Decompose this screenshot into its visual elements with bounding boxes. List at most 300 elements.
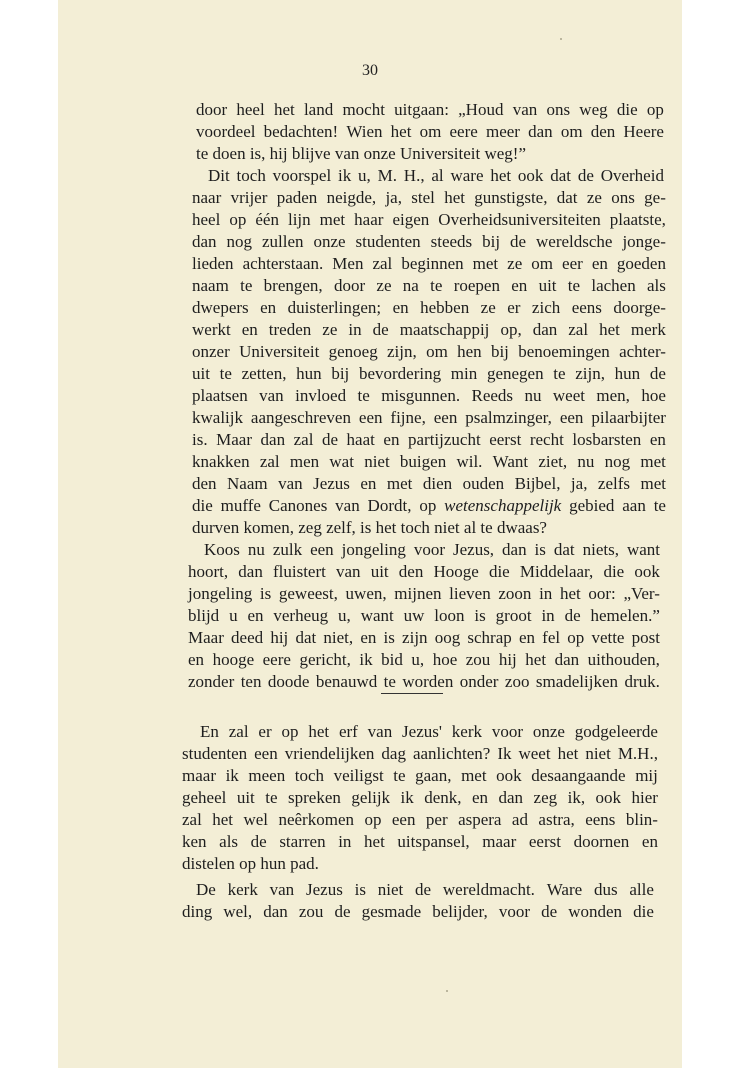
word: benauwd <box>315 672 378 691</box>
word: jonge- <box>622 232 666 251</box>
word: studenten <box>355 232 421 251</box>
word: roepen <box>453 276 500 295</box>
text-line: te doen is, hij blijve van onze Universiteit weg!” <box>196 144 526 163</box>
word: niet <box>585 744 611 763</box>
word: ook <box>595 788 622 807</box>
word: invloed <box>295 386 347 405</box>
word: niets, <box>582 540 619 559</box>
word: weet <box>518 744 551 763</box>
word: muffe <box>220 496 261 515</box>
word: zou <box>298 902 324 921</box>
scan-right-margin <box>682 0 738 1068</box>
word: de <box>415 880 432 899</box>
word: hoort, <box>188 562 229 581</box>
word: ik <box>400 788 414 807</box>
word: hooge <box>212 650 255 669</box>
word: wetenschappelijk <box>444 496 562 515</box>
word: veiligst <box>333 766 384 785</box>
text-line <box>208 166 664 186</box>
word: zal <box>293 430 314 449</box>
text-line <box>192 342 666 362</box>
paper-speck <box>446 990 448 992</box>
word: Naam <box>227 474 268 493</box>
word: de <box>321 430 339 449</box>
word: bij <box>331 364 350 383</box>
word: als <box>219 832 239 851</box>
word: M. <box>377 166 397 185</box>
word: aanlichten? <box>412 744 491 763</box>
word: te <box>653 496 666 515</box>
text-line <box>182 744 658 764</box>
word: voordeel <box>196 122 256 141</box>
word: eerst <box>528 832 561 851</box>
word: toch <box>294 766 325 785</box>
text-line <box>182 810 658 830</box>
word: Men <box>332 254 364 273</box>
word: Canones <box>268 496 328 515</box>
word: zoon <box>498 584 532 603</box>
word: de <box>334 902 351 921</box>
word: en <box>641 832 658 851</box>
word: die <box>633 902 654 921</box>
word: hoe <box>432 650 458 669</box>
word: ze <box>376 276 392 295</box>
word: achter- <box>619 342 666 361</box>
word: ze <box>480 298 496 317</box>
word: denk, <box>424 788 462 807</box>
word: bij <box>482 232 501 251</box>
word: werkt <box>192 320 231 339</box>
word: mocht <box>342 100 385 119</box>
word: naar <box>192 188 222 207</box>
word: aangeschreven <box>250 408 351 427</box>
word: om <box>419 122 442 141</box>
text-line <box>192 232 666 252</box>
word: het <box>273 100 295 119</box>
word: brengen, <box>263 276 323 295</box>
word: hij <box>498 650 517 669</box>
word: zetten, <box>241 364 287 383</box>
word: ge- <box>644 188 666 207</box>
word: wel <box>243 810 269 829</box>
word: de <box>541 902 558 921</box>
word: treden <box>268 320 312 339</box>
word: met <box>386 474 413 493</box>
word: die <box>488 562 510 581</box>
word: en <box>518 628 535 647</box>
scan-left-margin <box>0 0 58 1068</box>
word: één <box>255 210 279 229</box>
word: dan <box>192 232 217 251</box>
word: toch <box>236 166 266 185</box>
text-line <box>192 364 666 384</box>
word: zelfs <box>597 474 631 493</box>
word: niet <box>364 452 390 471</box>
word: maar <box>482 832 517 851</box>
word: Hooge <box>433 562 479 581</box>
word: dan <box>554 650 580 669</box>
word: en <box>260 298 277 317</box>
word: te <box>393 766 406 785</box>
word: blijd <box>188 606 220 625</box>
word: dat <box>550 166 572 185</box>
word: Overheidsuniversiteiten <box>438 210 601 229</box>
word: van <box>367 722 393 741</box>
word: belijder, <box>432 902 488 921</box>
word: dus <box>593 880 618 899</box>
word: aan <box>622 496 646 515</box>
word: is <box>354 880 366 899</box>
text-line <box>192 408 666 428</box>
word: een <box>254 744 278 763</box>
word: in <box>541 606 555 625</box>
word: dan <box>528 122 553 141</box>
word: dan <box>263 902 288 921</box>
word: voor <box>413 540 446 559</box>
word: doorge- <box>613 298 666 317</box>
word: in <box>338 832 352 851</box>
word: verheug <box>273 606 329 625</box>
word: maar <box>182 766 216 785</box>
word: met <box>461 766 487 785</box>
word: u, <box>338 606 351 625</box>
word: ook <box>496 766 522 785</box>
word: eere <box>449 122 478 141</box>
word: schrap <box>467 628 512 647</box>
word: en <box>511 276 528 295</box>
text-line <box>182 902 654 922</box>
word: Maar <box>188 628 224 647</box>
word: De <box>196 880 216 899</box>
word: loon <box>434 606 465 625</box>
word: u, <box>358 166 371 185</box>
word: te <box>265 788 278 807</box>
word: een <box>433 408 458 427</box>
word: ik <box>338 166 352 185</box>
word: is <box>534 540 546 559</box>
word: met <box>472 254 499 273</box>
word: beginnen <box>401 254 464 273</box>
word: dien <box>422 474 453 493</box>
word: lachen <box>591 276 636 295</box>
word: die <box>192 496 213 515</box>
word: kerk <box>451 722 482 741</box>
word: er <box>507 298 521 317</box>
word: M.H., <box>617 744 658 763</box>
word: na <box>402 276 419 295</box>
word: zeg <box>533 788 558 807</box>
word: naam <box>192 276 229 295</box>
word: desaangaande <box>531 766 626 785</box>
word: hier <box>631 788 658 807</box>
word: om <box>560 122 583 141</box>
text-line <box>182 832 658 852</box>
word: hen <box>457 342 482 361</box>
word: recht <box>529 430 564 449</box>
word: van <box>336 562 361 581</box>
word: op <box>646 100 664 119</box>
word: fluistert <box>272 562 326 581</box>
word: zonder <box>188 672 235 691</box>
word: de <box>577 166 594 185</box>
word: smadelijken <box>535 672 619 691</box>
word: ik <box>359 650 373 669</box>
word: uitspansel, <box>397 832 470 851</box>
text-line <box>188 628 660 648</box>
word: bedachten! <box>263 122 339 141</box>
word: alle <box>629 880 654 899</box>
word: benoemingen <box>518 342 610 361</box>
word: starren <box>279 832 326 851</box>
book-page <box>58 0 682 1068</box>
word: en <box>472 788 489 807</box>
word: „Houd <box>458 100 504 119</box>
word: en <box>360 474 377 493</box>
word: die <box>616 100 638 119</box>
word: een <box>391 810 416 829</box>
word: in <box>348 320 362 339</box>
word: u <box>229 606 238 625</box>
word: hun <box>614 364 641 383</box>
word: Ik <box>497 744 512 763</box>
text-line <box>188 606 660 626</box>
word: Jezus, <box>452 540 495 559</box>
word: ziet, <box>538 452 568 471</box>
word: niet <box>377 880 404 899</box>
word: Wien <box>346 122 383 141</box>
word: het <box>364 832 385 851</box>
word: knakken <box>192 452 250 471</box>
word: fel <box>542 628 561 647</box>
word: doornen <box>573 832 630 851</box>
text-line <box>200 722 658 742</box>
word: om <box>426 342 448 361</box>
word: is <box>474 606 486 625</box>
word: en <box>241 320 258 339</box>
word: gebied <box>569 496 615 515</box>
word: onder <box>459 672 499 691</box>
word: steeds <box>430 232 473 251</box>
word: deed <box>231 628 264 647</box>
word: van <box>278 474 303 493</box>
word: het <box>308 722 330 741</box>
text-line <box>196 880 654 900</box>
word: op, <box>500 320 522 339</box>
word: hoe <box>641 386 666 405</box>
word: geheel <box>182 788 227 807</box>
word: druk. <box>624 672 660 691</box>
word: het <box>599 320 620 339</box>
word: dan <box>260 430 286 449</box>
word: het <box>525 650 547 669</box>
word: wereldmacht. <box>442 880 535 899</box>
word: maatschappij <box>399 320 490 339</box>
word: haar <box>354 210 384 229</box>
section-separator <box>381 693 443 694</box>
word: de <box>372 320 389 339</box>
word: bevordering <box>358 364 442 383</box>
word: op <box>419 496 437 515</box>
word: een <box>559 408 584 427</box>
word: weg <box>579 100 608 119</box>
word: zullen <box>261 232 304 251</box>
word: uithouden, <box>587 650 660 669</box>
word: te <box>383 672 396 691</box>
word: worden <box>402 672 454 691</box>
word: wonden <box>568 902 623 921</box>
word: is. <box>192 430 208 449</box>
word: blin- <box>625 810 658 829</box>
word: eigen <box>392 210 430 229</box>
word: en <box>591 254 608 273</box>
word: een <box>358 408 383 427</box>
paper-speck <box>560 38 562 40</box>
word: wereldsche <box>536 232 613 251</box>
word: erf <box>338 722 358 741</box>
word: is <box>383 628 395 647</box>
word: buigen <box>399 452 447 471</box>
word: neigde, <box>326 188 377 207</box>
word: genoeg <box>328 342 378 361</box>
word: spreken <box>288 788 341 807</box>
word: dat <box>556 188 578 207</box>
word: uit <box>192 364 210 383</box>
word: uit <box>370 562 389 581</box>
word: het <box>390 122 412 141</box>
word: hij <box>270 628 289 647</box>
word: Universiteit <box>239 342 320 361</box>
word: wel, <box>223 902 253 921</box>
word: misgunnen. <box>381 386 461 405</box>
page-number: 30 <box>362 62 378 79</box>
word: dat <box>553 540 575 559</box>
word: door <box>196 100 228 119</box>
word: op <box>281 722 299 741</box>
word: in <box>539 584 553 603</box>
word: er <box>258 722 272 741</box>
word: Middelaar, <box>519 562 594 581</box>
word: „Ver- <box>623 584 660 603</box>
word: mij <box>635 766 658 785</box>
word: jongeling <box>341 540 406 559</box>
word: nu <box>524 386 542 405</box>
word: van <box>512 100 538 119</box>
word: bij <box>490 342 509 361</box>
word: want <box>360 606 394 625</box>
word: Bijbel, <box>514 474 561 493</box>
word: eens <box>571 298 602 317</box>
text-line <box>192 452 666 472</box>
word: dan <box>498 788 524 807</box>
word: voor <box>491 722 524 741</box>
word: de <box>250 832 267 851</box>
word: te <box>357 386 370 405</box>
word: te <box>553 364 566 383</box>
word: u, <box>411 650 425 669</box>
word: doode <box>267 672 310 691</box>
word: dan <box>532 320 558 339</box>
word: meer <box>485 122 520 141</box>
word: onze <box>532 722 565 741</box>
text-line: durven komen, zeg zelf, is het toch niet al te dwaas? <box>192 518 547 537</box>
word: van <box>269 880 295 899</box>
word: ze <box>322 320 338 339</box>
word: den <box>398 562 424 581</box>
word: op <box>567 628 585 647</box>
word: zal <box>228 722 249 741</box>
word: zijn, <box>387 342 417 361</box>
word: losbarsten <box>572 430 642 449</box>
word: en <box>383 430 400 449</box>
word: ad <box>511 810 528 829</box>
word: met <box>640 452 666 471</box>
word: ze <box>586 188 602 207</box>
word: de <box>564 606 581 625</box>
word: van <box>259 386 284 405</box>
word: neêrkomen <box>278 810 354 829</box>
word: is <box>259 584 272 603</box>
word: zijn <box>402 628 428 647</box>
word: men <box>289 452 320 471</box>
word: zal <box>372 254 393 273</box>
word: ze <box>507 254 523 273</box>
word: aspera <box>458 810 502 829</box>
word: genegen <box>486 364 544 383</box>
word: Dordt, <box>367 496 412 515</box>
word: oor: <box>588 584 616 603</box>
word: uit <box>538 276 557 295</box>
word: lieden <box>192 254 234 273</box>
word: vriendelijken <box>284 744 375 763</box>
word: het <box>559 584 581 603</box>
word: door <box>333 276 366 295</box>
word: lieven <box>449 584 491 603</box>
word: want <box>626 540 660 559</box>
word: plaatste, <box>609 210 666 229</box>
word: nu <box>247 540 265 559</box>
word: op <box>229 210 247 229</box>
word: te <box>219 364 232 383</box>
word: vette <box>591 628 625 647</box>
word: dan <box>238 562 263 581</box>
word: mijnen <box>394 584 442 603</box>
word: duisterlingen; <box>287 298 382 317</box>
word: als <box>647 276 666 295</box>
text-line <box>192 298 666 318</box>
word: paden <box>276 188 318 207</box>
word: en <box>360 628 377 647</box>
word: kerk <box>227 880 258 899</box>
word: wil. <box>456 452 483 471</box>
word: min <box>450 364 478 383</box>
word: eens <box>585 810 616 829</box>
word: een <box>310 540 334 559</box>
word: uit <box>236 788 255 807</box>
word: ook <box>634 562 660 581</box>
word: dat <box>295 628 317 647</box>
word: stel <box>411 188 435 207</box>
word: eerst <box>489 430 522 449</box>
word: ouden <box>462 474 505 493</box>
word: En <box>200 722 219 741</box>
word: en <box>392 298 409 317</box>
word: te <box>430 276 443 295</box>
word: nog <box>604 452 631 471</box>
word: gunstigste, <box>474 188 548 207</box>
word: jongeling <box>188 584 253 603</box>
word: ken <box>182 832 207 851</box>
word: lijn <box>287 210 311 229</box>
